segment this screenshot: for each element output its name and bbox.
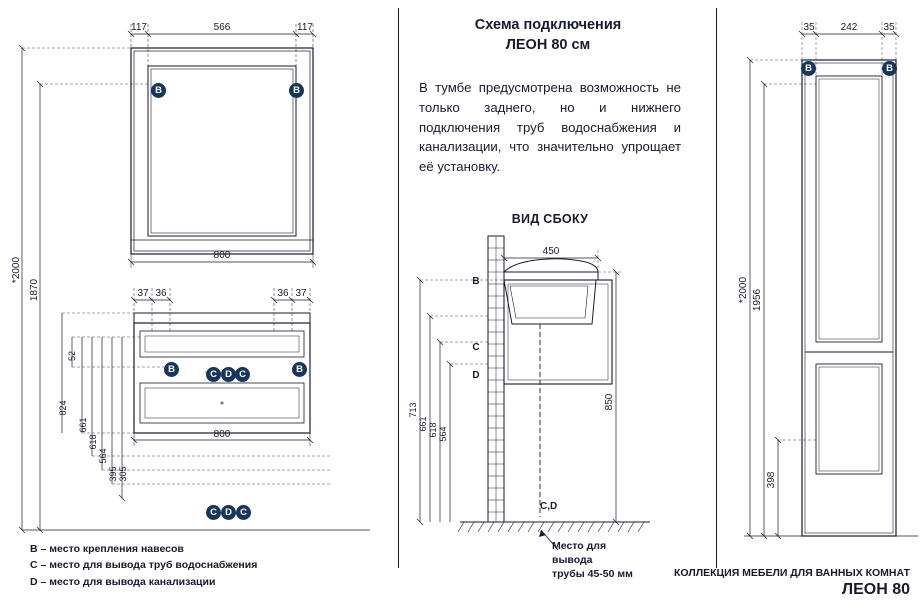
divider-right — [716, 8, 717, 568]
marker-b-cabinet-left: B — [164, 362, 179, 377]
legend-item-d: D – место для вывода канализации — [30, 575, 216, 588]
marker-b-mirror-left: B — [151, 83, 166, 98]
marker-c2-cabinet: C — [235, 367, 250, 382]
cabinet-v-564: 564 — [98, 448, 108, 464]
title-line-1: Схема подключения — [474, 17, 622, 33]
side-marker-cd: C,D — [540, 501, 558, 512]
header-block — [408, 16, 688, 55]
cabinet-v-305: 305 — [118, 466, 128, 482]
side-view-panel — [400, 232, 700, 552]
side-marker-c: C — [472, 342, 480, 353]
side-dim-450: 450 — [542, 246, 560, 257]
title-line-2: ЛЕОН 80 см — [505, 36, 591, 53]
cabinet-dim-b: 36 — [155, 288, 167, 299]
marker-b-cabinet-right: B — [292, 362, 307, 377]
mirror-dim-center: 566 — [213, 22, 231, 33]
column-dim-right: 35 — [883, 22, 895, 33]
mirror-dim-right: 117 — [297, 22, 313, 33]
cabinet-v-661: 661 — [78, 417, 88, 433]
marker-c-cabinet: C — [206, 367, 221, 382]
column-mid-height: 1956 — [752, 288, 763, 312]
marker-b-column-left: B — [801, 61, 816, 76]
description-text: В тумбе предусмотрена возможность не только заднего, но и нижнего подключения труб водоснабжения и канализации, что значительно упрощает её установку. — [419, 80, 681, 175]
side-marker-b: B — [472, 276, 480, 287]
cabinet-dim-d: 37 — [295, 288, 307, 299]
front-view-svg — [0, 0, 395, 604]
side-dim-850: 850 — [604, 393, 615, 411]
cabinet-dim-width: 800 — [213, 429, 231, 440]
column-dim-center: 242 — [840, 22, 858, 33]
side-view-svg — [400, 232, 700, 552]
pipe-note-line-2: вывода — [552, 554, 593, 567]
marker-d-cabinet: D — [221, 367, 236, 382]
column-dim-left: 35 — [803, 22, 815, 33]
side-dim-713: 713 — [408, 402, 418, 418]
side-view-title: ВИД СБОКУ — [511, 212, 589, 226]
mirror-dim-width: 800 — [213, 250, 231, 261]
marker-b-column-right: B — [882, 61, 897, 76]
footer-collection: КОЛЛЕКЦИЯ МЕБЕЛИ ДЛЯ ВАННЫХ КОМНАТ — [674, 567, 910, 579]
marker-b-mirror-right: B — [289, 83, 304, 98]
marker-c2-floor: C — [236, 505, 251, 520]
pipe-note-line-3: трубы 45-50 мм — [552, 568, 633, 581]
legend-item-c: C – место для вывода труб водоснабжения — [30, 559, 258, 572]
side-dim-618: 618 — [428, 422, 438, 438]
marker-d-floor: D — [221, 505, 236, 520]
mirror-dim-left: 117 — [131, 22, 147, 33]
side-dim-564: 564 — [438, 426, 448, 442]
front-total-height: *2000 — [11, 256, 22, 284]
cabinet-v-618: 618 — [88, 434, 98, 450]
divider-left — [398, 8, 399, 568]
side-dim-661: 661 — [418, 416, 428, 432]
tall-column-panel — [730, 0, 924, 604]
legend-block — [30, 541, 360, 590]
cabinet-v-395: 395 — [108, 466, 118, 482]
cabinet-v-824: 824 — [58, 400, 68, 416]
footer-model: ЛЕОН 80 — [841, 581, 910, 598]
cabinet-dim-a: 37 — [137, 288, 149, 299]
front-view-panel — [0, 0, 395, 604]
legend-item-b: B – место крепления навесов — [30, 543, 184, 555]
tall-column-svg — [730, 0, 924, 604]
cabinet-dim-c: 36 — [277, 288, 289, 299]
cabinet-v-52: 52 — [67, 350, 77, 362]
column-total-height: *2000 — [738, 276, 749, 304]
page-title — [408, 16, 688, 55]
column-low-height: 398 — [766, 471, 777, 489]
pipe-note-line-1: Место для — [552, 540, 607, 552]
side-marker-d: D — [472, 370, 480, 381]
marker-c-floor: C — [206, 505, 221, 520]
front-mid-height: 1870 — [29, 278, 40, 302]
